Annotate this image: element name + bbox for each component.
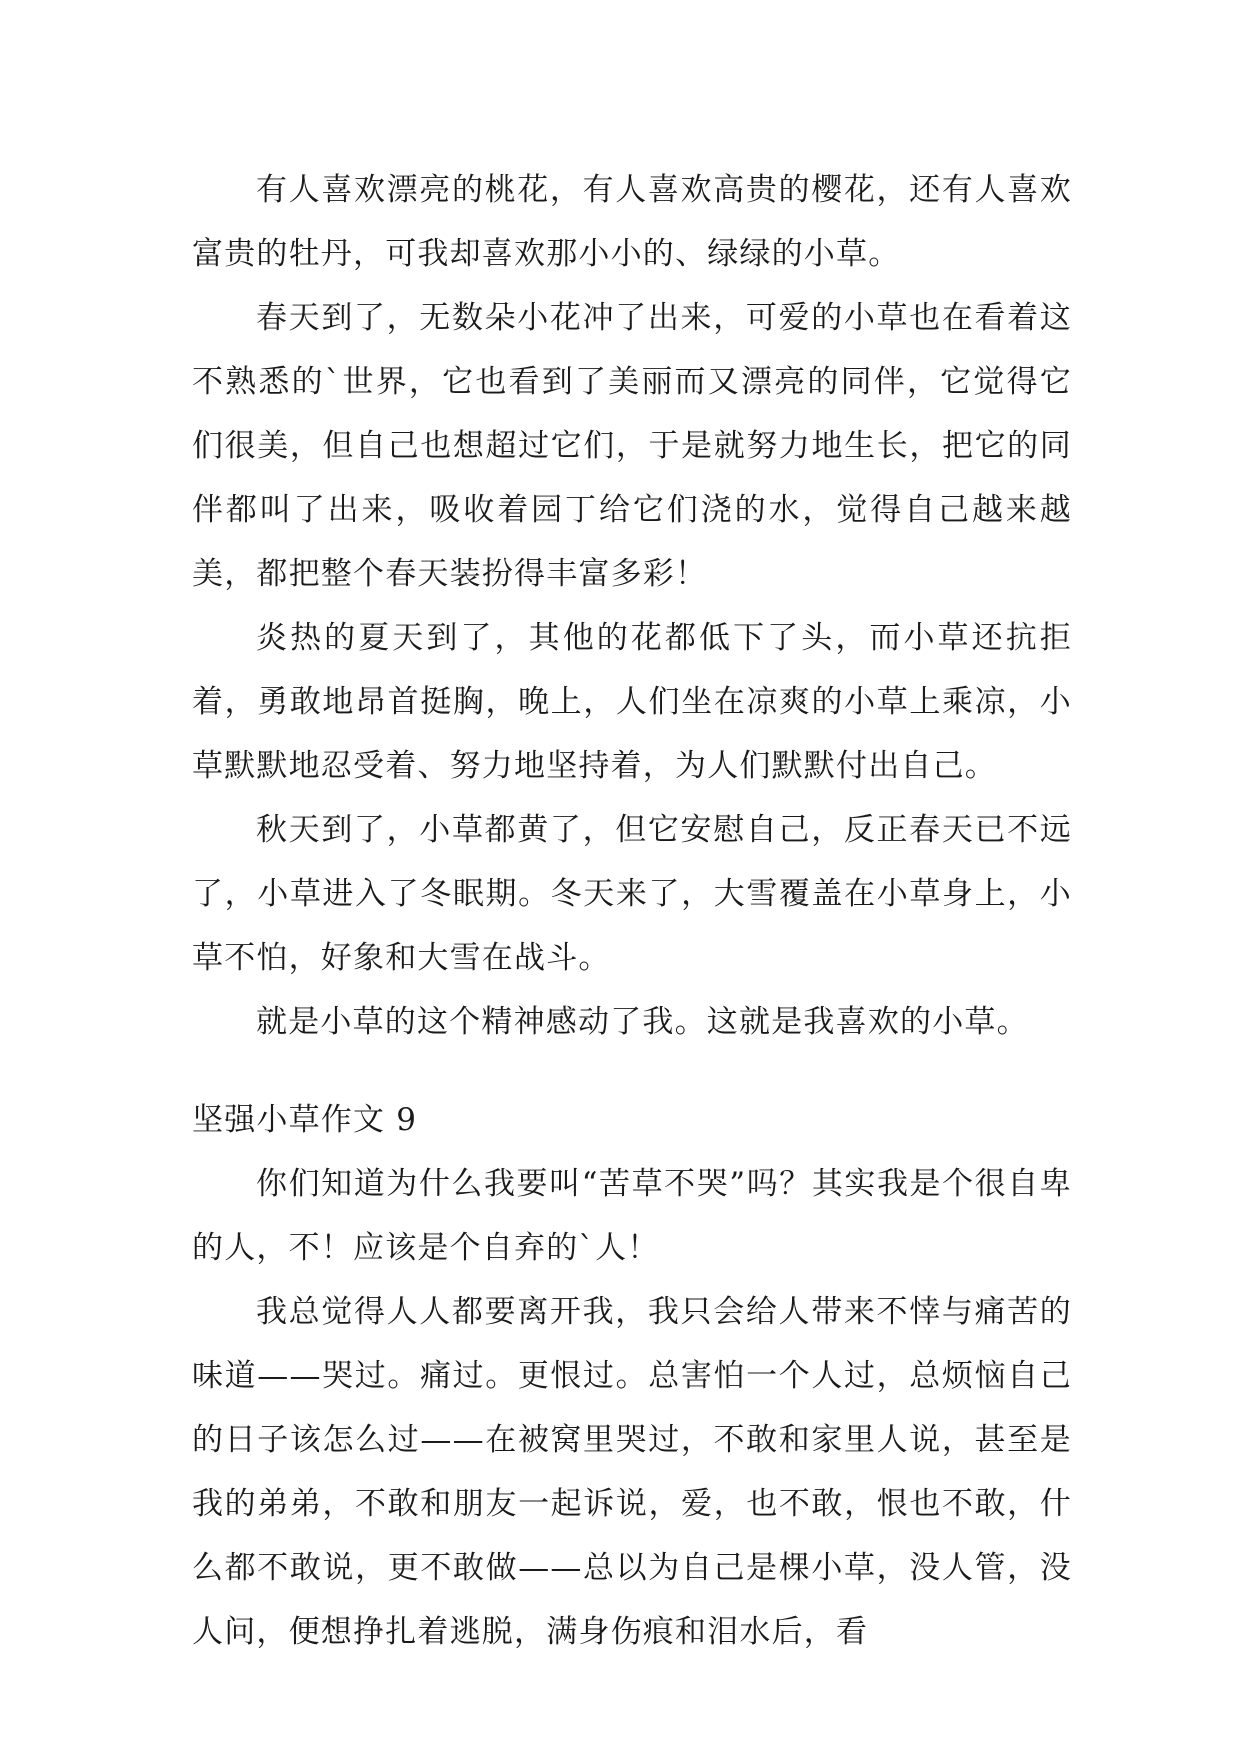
paragraph: 春天到了，无数朵小花冲了出来，可爱的小草也在看着这不熟悉的`世界，它也看到了美丽而又漂亮的同伴，它觉得它们很美，但自己也想超过它们，于是就努力地生长，把它的同伴都叫了出来，吸收着园丁给它们浇的水，觉得自己越来越美，都把整个春天装扮得丰富多彩！: [192, 300, 1072, 592]
section-spacer: [192, 1054, 1072, 1088]
section-heading: 坚强小草作文 9: [192, 1102, 418, 1138]
paragraph: 有人喜欢漂亮的桃花，有人喜欢高贵的樱花，还有人喜欢富贵的牡丹，可我却喜欢那小小的、绿绿的小草。: [192, 172, 1072, 272]
paragraph: 炎热的夏天到了，其他的花都低下了头，而小草还抗拒着，勇敢地昂首挺胸，晚上，人们坐在凉爽的小草上乘凉，小草默默地忍受着、努力地坚持着，为人们默默付出自己。: [192, 620, 1072, 784]
paragraph: 你们知道为什么我要叫“苦草不哭”吗？其实我是个很自卑的人，不！应该是个自弃的`人！: [192, 1166, 1072, 1266]
paragraph: 我总觉得人人都要离开我，我只会给人带来不悻与痛苦的味道——哭过。痛过。更恨过。总害怕一个人过，总烦恼自己的日子该怎么过——在被窝里哭过，不敢和家里人说，甚至是我的弟弟，不敢和朋友一起诉说，爱，也不敢，恨也不敢，什么都不敢说，更不敢做——总以为自己是棵小草，没人管，没人问，便想挣扎着逃脱，满身伤痕和泪水后，看: [192, 1294, 1072, 1650]
paragraph: 秋天到了，小草都黄了，但它安慰自己，反正春天已不远了，小草进入了冬眠期。冬天来了，大雪覆盖在小草身上，小草不怕，好象和大雪在战斗。: [192, 812, 1072, 976]
paragraph: 就是小草的这个精神感动了我。这就是我喜欢的小草。: [256, 1004, 1029, 1040]
document-body: [192, 158, 1072, 1664]
